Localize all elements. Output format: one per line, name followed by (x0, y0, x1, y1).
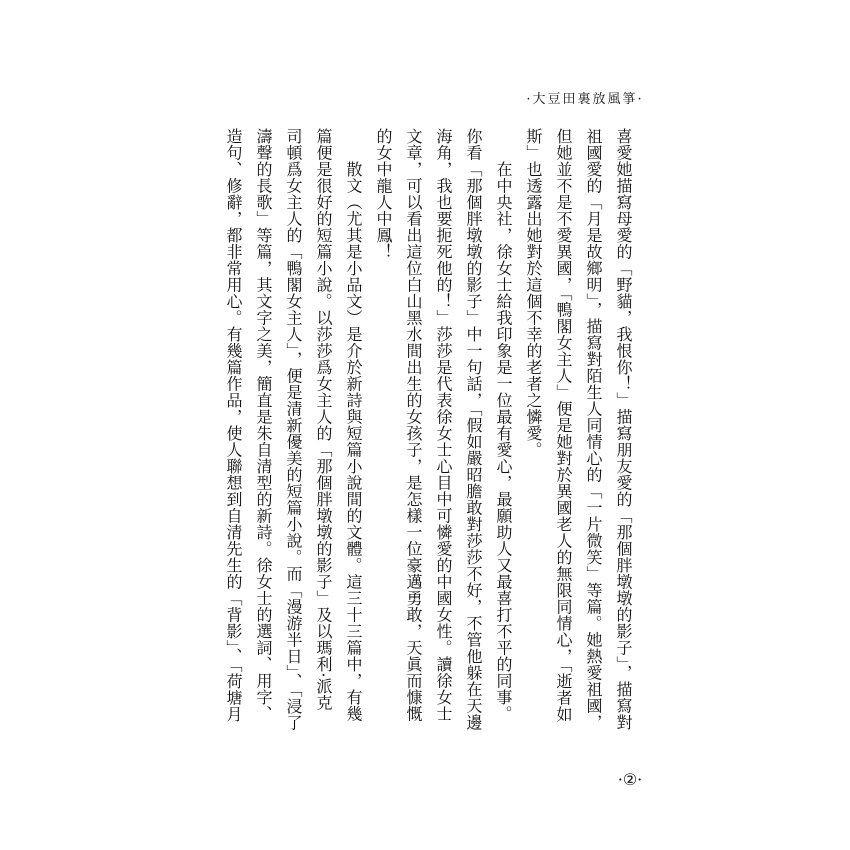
text-column: 你看「那個胖墩墩的影子」中一句話，「假如嚴昭膽敢對莎莎不好，不管他躲在天邊 (464, 128, 483, 731)
text-column: 司頓爲女主人的「鴨閣女主人」，便是清新優美的短篇小說。而「漫游半日」、「浸了 (284, 128, 303, 731)
text-column: 濤聲的長歌」等篇，其文字之美，簡直是朱自清型的新詩。徐女士的選詞、用字、 (254, 128, 273, 722)
text-column: 喜愛她描寫母愛的「野貓，我恨你！」描寫朋友愛的「那個胖墩墩的影子」，描寫對 (614, 128, 633, 731)
text-column: 造句、修辭，都非常用心。有幾篇作品，使人聯想到自清先生的「背影」、「荷塘月 (224, 128, 243, 723)
paragraph-start-column: 在中央社，徐女士給我印象是一位最有愛心，最願助人又最喜打不平的同事。 (494, 161, 513, 722)
text-column: 文章，可以看出這位白山黑水間出生的女孩子，是怎樣一位豪邁勇敢，天眞而慷慨 (404, 128, 423, 722)
text-column: 的女中龍人中鳳！ (374, 128, 393, 260)
text-column: 海角，我也要扼死他的！」莎莎是代表徐女士心目中可憐愛的中國女性。讀徐女士 (434, 128, 453, 722)
running-header: ·大豆田裏放風箏· (526, 92, 644, 107)
text-column: 斯」也透露出她對於這個不幸的老者之憐愛。 (524, 128, 543, 458)
paragraph-start-column: 散文（尤其是小品文）是介於新詩與短篇小說間的文體。這三十三篇中，有幾 (344, 161, 363, 722)
text-column: 祖國愛的「月是故鄉明」，描寫對陌生人同情心的「一片微笑」等篇。她熱愛祖國， (584, 128, 603, 731)
text-column: 但她並不是不愛異國，「鴨閣女主人」便是她對於異國老人的無限同情心，「逝者如 (554, 128, 573, 723)
text-column: 篇便是很好的短篇小說。以莎莎爲女主人的「那個胖墩墩的影子」及以瑪利·派克 (314, 128, 333, 712)
page-number: ·②· (617, 770, 643, 789)
